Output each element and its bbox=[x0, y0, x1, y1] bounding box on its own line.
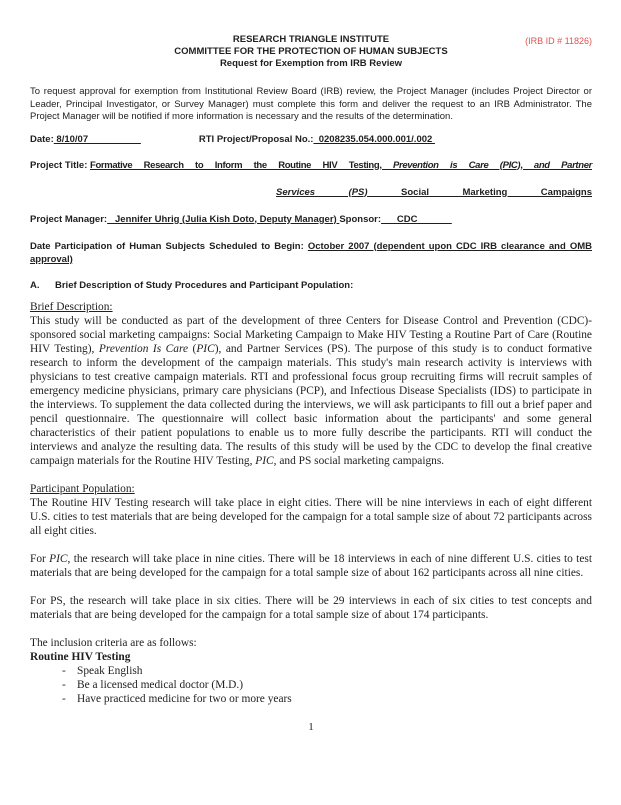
brief-description-heading: Brief Description: bbox=[30, 300, 113, 313]
participant-population-heading: Participant Population: bbox=[30, 482, 135, 495]
project-title-value-line-2: Services (PS) Social Marketing Campaigns bbox=[276, 186, 593, 198]
inclusion-criteria-intro: The inclusion criteria are as follows: bbox=[30, 636, 197, 649]
criteria-item bbox=[30, 692, 592, 706]
date-label: Date: bbox=[30, 133, 54, 145]
sponsor-label: Sponsor: bbox=[339, 213, 382, 225]
section-a-heading-row bbox=[30, 280, 592, 291]
spacer bbox=[30, 538, 592, 552]
spacer bbox=[30, 622, 592, 636]
criteria-item bbox=[30, 664, 592, 678]
date-row bbox=[30, 134, 592, 145]
population-paragraph-1: The Routine HIV Testing research will take place in eight cities. There will be nine interviews in each of eight different U.S. cities to test materials that are being developed for the campaign for a total sample size of about 72 participants across all eight cities. bbox=[30, 496, 592, 537]
project-manager-row bbox=[30, 214, 592, 225]
bullet-dash-icon: - bbox=[62, 678, 66, 691]
project-title-value-line-1: Formative Research to Inform the Routine HIV Testing, Prevention is Care (PIC), and Partner bbox=[90, 159, 592, 171]
bullet-dash-icon: - bbox=[62, 664, 66, 677]
irb-id-badge: (IRB ID # 11826) bbox=[525, 36, 592, 46]
proposal-number-label: RTI Project/Proposal No.: bbox=[198, 133, 314, 145]
criteria-item-text: Speak English bbox=[77, 664, 143, 677]
bullet-dash-icon: - bbox=[62, 692, 66, 705]
section-a-heading: Brief Description of Study Procedures and Participant Population: bbox=[55, 279, 354, 291]
begin-date-field: Date Participation of Human Subjects Scheduled to Begin: October 2007 (dependent upon CDC IRB clearance and OMB approval) bbox=[30, 240, 592, 265]
instructions-text: To request approval for exemption from Institutional Review Board (IRB) review, the Project Manager (includes Project Director or Leader, Principal Investigator, or Survey Manager) must complete this form and deliver the request to an IRB Administrator. The Project Manager will be notified if more information is necessary and the results of the determination. bbox=[30, 86, 592, 122]
criteria-item bbox=[30, 678, 592, 692]
project-title-row bbox=[30, 160, 592, 172]
project-manager-label: Project Manager: bbox=[30, 213, 108, 225]
sponsor-value: CDC bbox=[381, 213, 452, 225]
header-title-line-1: RESEARCH TRIANGLE INSTITUTE bbox=[232, 34, 390, 45]
header-title-line-2: COMMITTEE FOR THE PROTECTION OF HUMAN SUBJECTS bbox=[174, 46, 448, 57]
spacer bbox=[30, 580, 592, 594]
page-number: 1 bbox=[308, 720, 314, 733]
document-body bbox=[30, 300, 592, 734]
proposal-number-value: 0208235.054.000.001/.002 bbox=[313, 133, 435, 145]
header-title-line-3: Request for Exemption from IRB Review bbox=[219, 58, 403, 69]
population-paragraph-2: For PIC, the research will take place in nine cities. There will be 18 interviews in each of nine different U.S. cities to test materials that are being developed for the campaign for a total sample size of about 162 participants across all nine cities. bbox=[30, 552, 592, 579]
spacer bbox=[30, 468, 592, 482]
criteria-group-heading: Routine HIV Testing bbox=[30, 650, 131, 663]
criteria-item-text: Be a licensed medical doctor (M.D.) bbox=[77, 678, 244, 691]
date-value: 8/10/07 bbox=[53, 133, 141, 145]
project-title-label: Project Title: bbox=[30, 159, 91, 171]
brief-description-paragraph: This study will be conducted as part of the development of three Centers for Disease Control and Prevention (CDC)-sponsored social marketing campaigns: Social Marketing Campaign to Make HIV Testing a Routine Part of Care (Routine HIV Testing), Prevention Is Care (PIC), and Partner Services (PS). The purpose of this study is to conduct formative research to inform the development of the campaign materials. This study's main research activity is interviews with physicians to test creative campaign materials. RTI and professional focus group recruiting firms will recruit samples of emergency medicine physicians, primary care physicians (PCP), and Infectious Disease Specialists (IDS) to participate in the interviews. To supplement the data collected during the interviews, we will ask participants to fill out a brief paper and pencil questionnaire. The questionnaire will collect basic information about the participants' and some general characteristics of their patient populations to enable us to more fully describe the participants. RTI will conduct the interviews and analyze the resulting data. The results of this study will be used by the CDC to develop the final creative campaign materials for the Routine HIV Testing, PIC, and PS social marketing campaigns. bbox=[30, 314, 592, 467]
population-paragraph-3: For PS, the research will take place in six cities. There will be 29 interviews in each of six cities to test concepts and materials that are being developed for the campaign for a total sample size of about 174 participants. bbox=[30, 594, 592, 621]
criteria-item-text: Have practiced medicine for two or more years bbox=[77, 692, 292, 705]
section-a-number: A. bbox=[30, 279, 40, 291]
project-manager-value: Jennifer Uhrig (Julia Kish Doto, Deputy Manager) bbox=[107, 213, 340, 225]
